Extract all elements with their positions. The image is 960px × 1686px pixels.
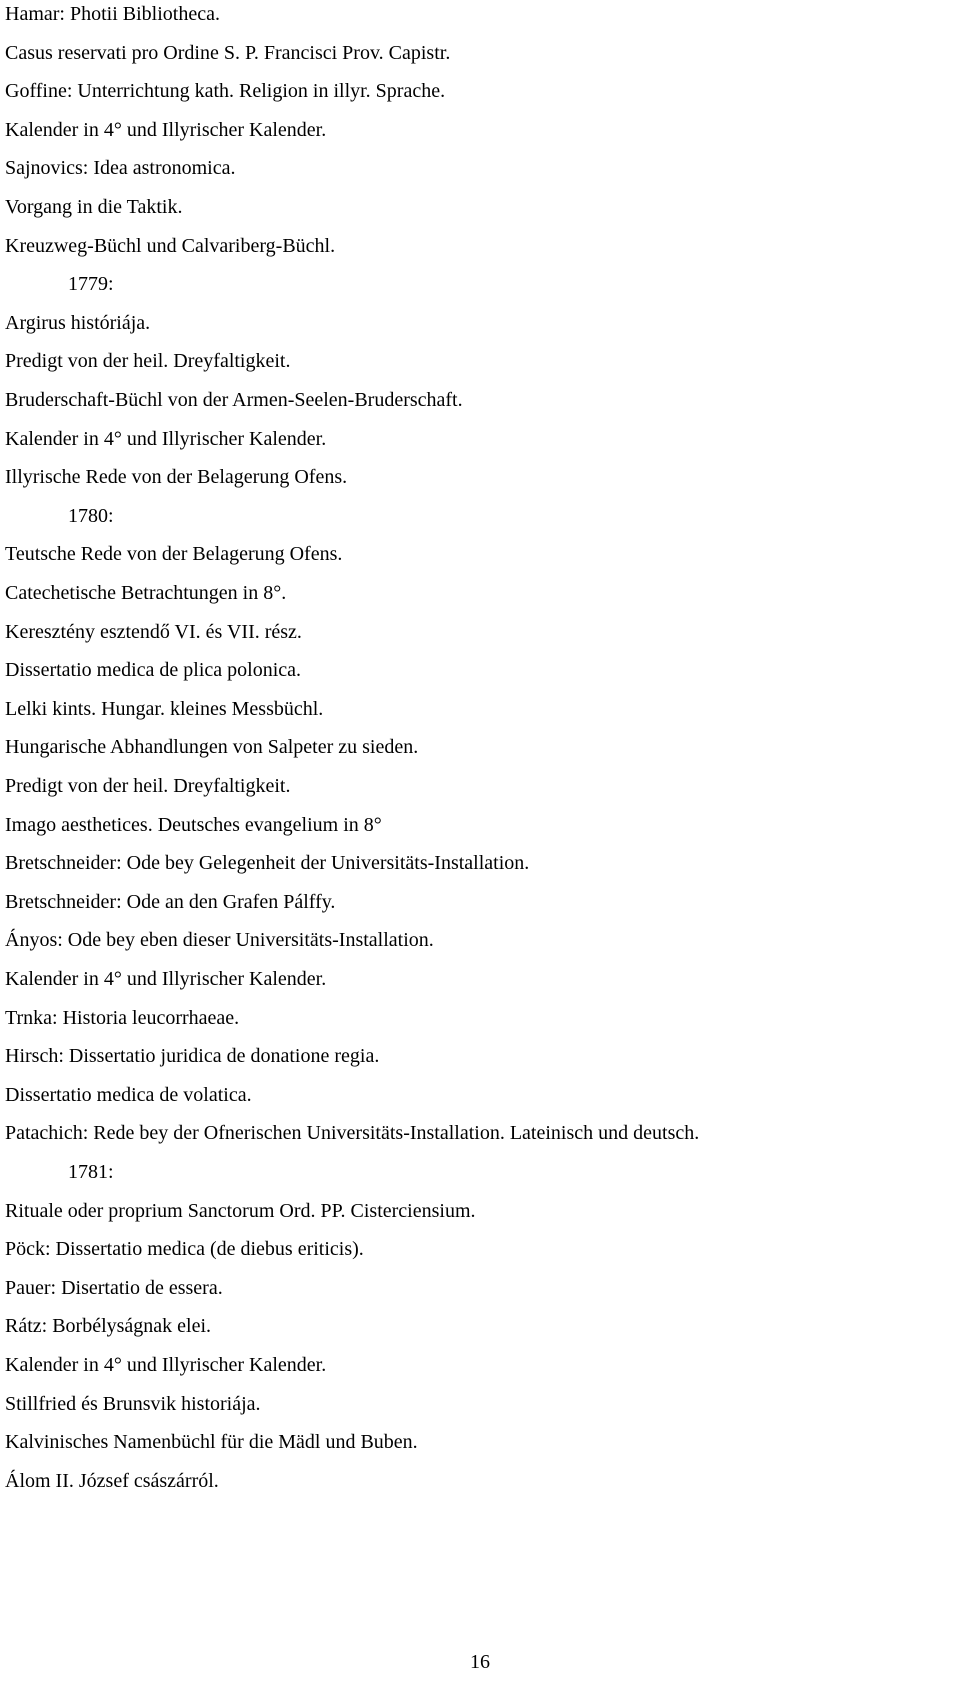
list-item: Hirsch: Dissertatio juridica de donatione regia. [5,1045,380,1068]
list-item: Dissertatio medica de plica polonica. [5,659,302,682]
list-item: Stillfried és Brunsvik historiája. [5,1392,261,1415]
list-item: Rátz: Borbélyságnak elei. [5,1315,212,1338]
list-item: Kalender in 4° und Illyrischer Kalender. [5,118,327,141]
list-item: Hamar: Photii Bibliotheca. [5,3,220,25]
list-item: Keresztény esztendő VI. és VII. rész. [5,620,302,643]
list-item: Goffine: Unterrichtung kath. Religion in illyr. Sprache. [5,80,446,103]
list-item: Dissertatio medica de volatica. [5,1083,252,1106]
list-item: Kalvinisches Namenbüchl für die Mädl und Buben. [5,1431,418,1454]
list-item: Hungarische Abhandlungen von Salpeter zu sieden. [5,736,419,759]
list-item: Vorgang in die Taktik. [5,196,183,218]
list-item: Rituale oder proprium Sanctorum Ord. PP. Cisterciensium. [5,1199,476,1222]
list-item: Álom II. József császárról. [5,1469,219,1492]
list-item: Predigt von der heil. Dreyfaltigkeit. [5,775,291,797]
list-item: Trnka: Historia leucorrhaeae. [5,1006,240,1029]
list-item: Predigt von der heil. Dreyfaltigkeit. [5,350,291,373]
list-item: Patachich: Rede bey der Ofnerischen Universitäts-Installation. Lateinisch und deutsch. [5,1122,700,1145]
list-item: Argirus históriája. [5,311,151,334]
list-item: Ányos: Ode bey eben dieser Universitäts-Installation. [5,929,434,952]
list-item: Kreuzweg-Büchl und Calvariberg-Büchl. [5,234,336,257]
list-item: Illyrische Rede von der Belagerung Ofens. [5,466,348,489]
year-heading: 1781: [68,1161,114,1183]
year-heading: 1780: [68,504,114,527]
list-item: Bruderschaft-Büchl von der Armen-Seelen-Bruderschaft. [5,389,463,411]
list-item: Kalender in 4° und Illyrischer Kalender. [5,968,327,990]
year-heading: 1779: [68,273,114,296]
list-item: Bretschneider: Ode bey Gelegenheit der Universitäts-Installation. [5,852,530,875]
list-item: Kalender in 4° und Illyrischer Kalender. [5,1354,327,1376]
list-item: Casus reservati pro Ordine S. P. Francisci Prov. Capistr. [5,41,451,64]
page-number: 16 [470,1651,490,1673]
list-item: Teutsche Rede von der Belagerung Ofens. [5,543,343,566]
list-item: Imago aesthetices. Deutsches evangelium in 8° [5,813,382,836]
list-item: Sajnovics: Idea astronomica. [5,157,236,180]
list-item: Pöck: Dissertatio medica (de diebus eriticis). [5,1238,364,1261]
list-item: Kalender in 4° und Illyrischer Kalender. [5,427,327,450]
list-item: Bretschneider: Ode an den Grafen Pálffy. [5,890,336,913]
list-item: Lelki kints. Hungar. kleines Messbüchl. [5,697,324,720]
list-item: Pauer: Disertatio de essera. [5,1276,223,1299]
list-item: Catechetische Betrachtungen in 8°. [5,582,287,604]
